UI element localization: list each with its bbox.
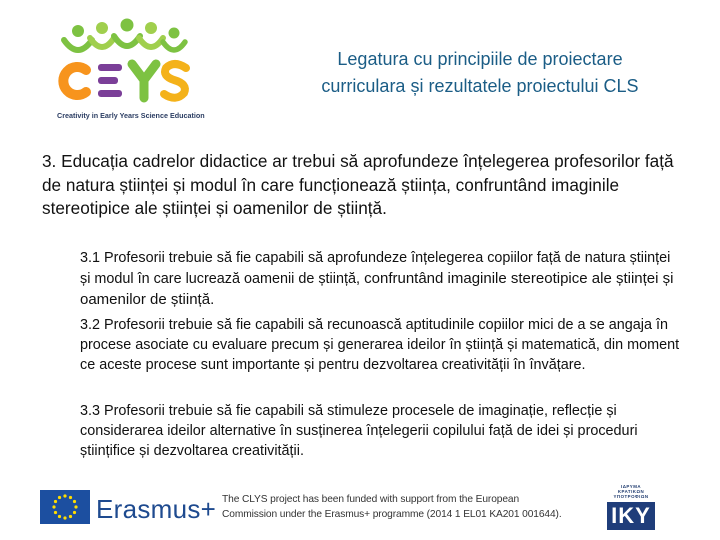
iky-small-line-2: ΚΡΑΤΙΚΩΝ — [617, 489, 645, 495]
eu-flag-icon — [40, 490, 90, 524]
slide-title — [270, 46, 690, 100]
iky-label: IKY — [607, 502, 655, 530]
funding-line-2: Commission under the Erasmus+ programme (2014 1 EL01 KA201 001644). — [222, 509, 562, 520]
ceys-logo — [40, 14, 215, 126]
iky-logo — [607, 484, 655, 530]
subpoint-3-3: 3.3 Profesorii trebuie să fie capabili să stimuleze procesele de imaginație, reflecție și considerarea ideilor alternative în susținerea înțelegerii copilului față de idei și proceduri științifice și dezvoltarea creativității. — [80, 403, 638, 459]
footer — [0, 476, 720, 540]
subpoint-tail: confruntând imaginile stereotipice ale științei și oamenilor de știință. — [80, 269, 674, 308]
logo-figures-icon — [64, 19, 185, 51]
funding-line-1: The CLYS project has been funded with support from the European — [222, 494, 520, 505]
subpoint-3-1 — [80, 249, 680, 310]
title-line-2: curriculara și rezultatele proiectului CLS — [321, 76, 639, 96]
logo-y-shape — [132, 64, 156, 98]
erasmus-plus-label: Erasmus+ — [96, 494, 217, 524]
logo-c-shape — [63, 67, 86, 95]
funding-notice — [222, 492, 582, 522]
iky-small-text — [607, 484, 655, 500]
eu-stars-icon — [40, 490, 90, 524]
logo-tagline: Creativity in Early Years Science Education — [57, 111, 205, 120]
logo-s-shape — [164, 64, 186, 98]
title-line-1: Legatura cu principiile de proiectare — [337, 49, 623, 69]
iky-small-line-1: ΙΔΡΥΜΑ — [620, 484, 642, 489]
ceys-logo-graphic — [40, 14, 215, 109]
subpoint-text: 3.1 Profesorii trebuie să fie capabili să aprofundeze înțelegerea copiilor față de natura științei și modul în care lucrează oamenii de știință, — [80, 250, 671, 287]
subpoint-3-2: 3.2 Profesorii trebuie să fie capabili să recunoască aptitudinile copiilor mici de a se angaja în procese asociate cu evaluare precum și generarea ideilor în știință și matematică, din moment ce aceste procese sunt importante și pentru dezvoltarea creativității în învățare. — [80, 317, 680, 373]
main-paragraph: 3. Educația cadrelor didactice ar trebui să aprofundeze înțelegerea profesorilor față de natura științei și modul în care funcționează știința, confruntând imaginile stereotipice ale științei și oamenilor de știință. — [42, 151, 674, 218]
iky-small-line-3: ΥΠΟΤΡΟΦΙΩΝ — [613, 494, 649, 500]
logo-e-shape — [98, 64, 122, 97]
